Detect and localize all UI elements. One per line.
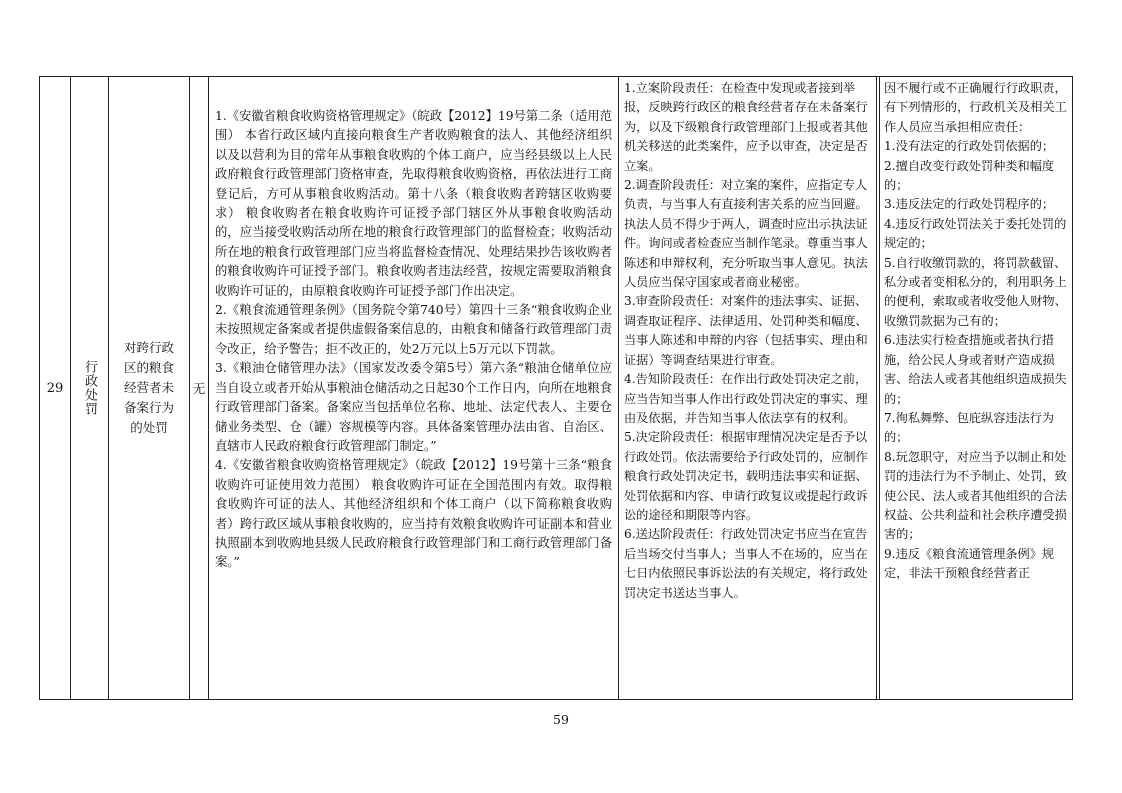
column-divider: [618, 77, 619, 699]
column-divider: [208, 77, 209, 699]
power-category-text: 行政处罚: [82, 360, 97, 416]
responsibility-item: 3.审查阶段责任：对案件的违法事实、证据、调查取证程序、法律适用、处罚种类和幅度、当事人陈述和申辩的内容（包括事实、理由和证据）等调查结果进行审查。: [624, 294, 868, 367]
accountability-item: 8.玩忽职守，对应当予以制止和处罚的违法行为不予制止、处罚，致使公民、法人或者其他组织的合法权益、公共利益和社会秩序遭受损害的；: [884, 449, 1067, 542]
responsibility-item: 1.立案阶段责任：在检查中发现或者接到举报，反映跨行政区的粮食经营者存在未备案行为，以及下级粮食行政管理部门上报或者其他机关移送的此类案件，应予以审查，决定是否立案。: [624, 81, 868, 173]
page-number: 59: [553, 712, 569, 727]
power-list-table: [39, 76, 1073, 700]
accountability-item: 因不履行或不正确履行行政职责，有下列情形的，行政机关及相关工作人员应当承担相应责任：: [884, 81, 1067, 134]
accountability-item: 2.擅自改变行政处罚种类和幅度的；: [884, 158, 1055, 193]
responsibility-item: 4.告知阶段责任：在作出行政处罚决定之前，应当告知当事人作出行政处罚决定的事实、理由及依据，并告知当事人依法享有的权利。: [624, 372, 868, 425]
power-category: [71, 77, 108, 699]
accountability-item: 6.违法实行检查措施或者执行措施，给公民人身或者财产造成损害、给法人或者其他组织造成损失的；: [884, 333, 1067, 406]
responsibility-item: 2.调查阶段责任：对立案的案件，应指定专人负责，与当事人有直接利害关系的应当回避。执法人员不得少于两人，调查时应出示执法证件。询问或者检查应当制作笔录。尊重当事人陈述和申辩权利，充分听取当事人意见。执法人员应当保守国家或者商业秘密。: [624, 178, 868, 290]
accountability-items: [880, 77, 1072, 586]
accountability-item: 1.没有法定的行政处罚依据的；: [884, 139, 1055, 154]
responsibility-item: 5.决定阶段责任：根据审理情况决定是否予以行政处罚。依法需要给予行政处罚的，应制作粮食行政处罚决定书，载明违法事实和证据、处罚依据和内容、申请行政复议或提起行政诉讼的途径和期限等内容。: [624, 430, 868, 522]
legal-basis-item: 1.《安徽省粮食收购资格管理规定》（皖政【2012】19号第二条（适用范围） 本省行政区域内直接向粮食生产者收购粮食的法人、其他经济组织以及以营利为目的常年从事粮食收购的个体工商户，应当经县级以上人民政府粮食行政管理部门资格审查，先取得粮食收购资格，再依法进行工商登记后，方可从事粮食收购活动。第十八条（粮食收购者跨辖区收购要求） 粮食收购者在粮食收购许可证授予部门辖区外从事粮食收购活动的，应当接受收购活动所在地的粮食行政管理部门的监督检查；收购活动所在地的粮食行政管理部门应当将监督检查情况、处理结果抄告该收购者的粮食收购许可证授予部门。粮食收购者违法经营，按规定需要取消粮食收购许可证的，由原粮食收购许可证授予部门作出决定。: [215, 109, 612, 298]
accountability-item: 5.自行收缴罚款的，将罚款截留、私分或者变相私分的，利用职务上的便利，索取或者收受他人财物、收缴罚款据为己有的；: [884, 255, 1067, 328]
sub-item: 无: [192, 381, 206, 396]
legal-basis: [211, 107, 616, 573]
legal-basis-item: 4.《安徽省粮食收购资格管理规定》（皖政【2012】19号第十三条“粮食收购许可证使用效力范围） 粮食收购许可证在全国范围内有效。取得粮食收购许可证的法人、其他经济组织和个体工商户（以下简称粮食收购者）跨行政区域从事粮食收购的，应当持有效粮食收购许可证副本和营业执照副本到收购地县级人民政府粮食行政管理部门和工商行政管理部门备案。”: [215, 458, 612, 570]
responsibility-item: 6.送达阶段责任：行政处罚决定书应当在宣告后当场交付当事人；当事人不在场的，应当在七日内依照民事诉讼法的有关规定，将行政处罚决定书送达当事人。: [624, 527, 868, 600]
accountability-item: 3.违反法定的行政处罚程序的；: [884, 197, 1055, 212]
accountability-item: 9.违反《粮食流通管理条例》规定，非法干预粮食经营者正: [884, 546, 1055, 581]
accountability-item: 7.徇私舞弊、包庇纵容违法行为的；: [884, 410, 1055, 445]
legal-basis-item: 2.《粮食流通管理条例》（国务院令第740号）第四十三条“粮食收购企业未按照规定备案或者提供虚假备案信息的，由粮食和储备行政管理部门责令改正，给予警告；拒不改正的，处2万元以上5万元以下罚款。: [215, 303, 612, 356]
row-number: 29: [46, 380, 64, 396]
item-name: 对跨行政区的粮食经营者未备案行为的处罚: [123, 340, 174, 435]
accountability-item: 4.违反行政处罚法关于委托处罚的规定的；: [884, 216, 1067, 251]
legal-basis-item: 3.《粮油仓储管理办法》（国家发改委令第5号）第六条“粮油仓储单位应当自设立或者开始从事粮油仓储活动之日起30个工作日内，向所在地粮食行政管理部门备案。备案应当包括单位名称、地址、法定代表人、主要仓储业务类型、仓（罐）容规模等内容。具体备案管理办法由省、自治区、直辖市人民政府粮食行政管理部门制定。”: [215, 361, 612, 453]
responsibility-items: [620, 77, 876, 605]
